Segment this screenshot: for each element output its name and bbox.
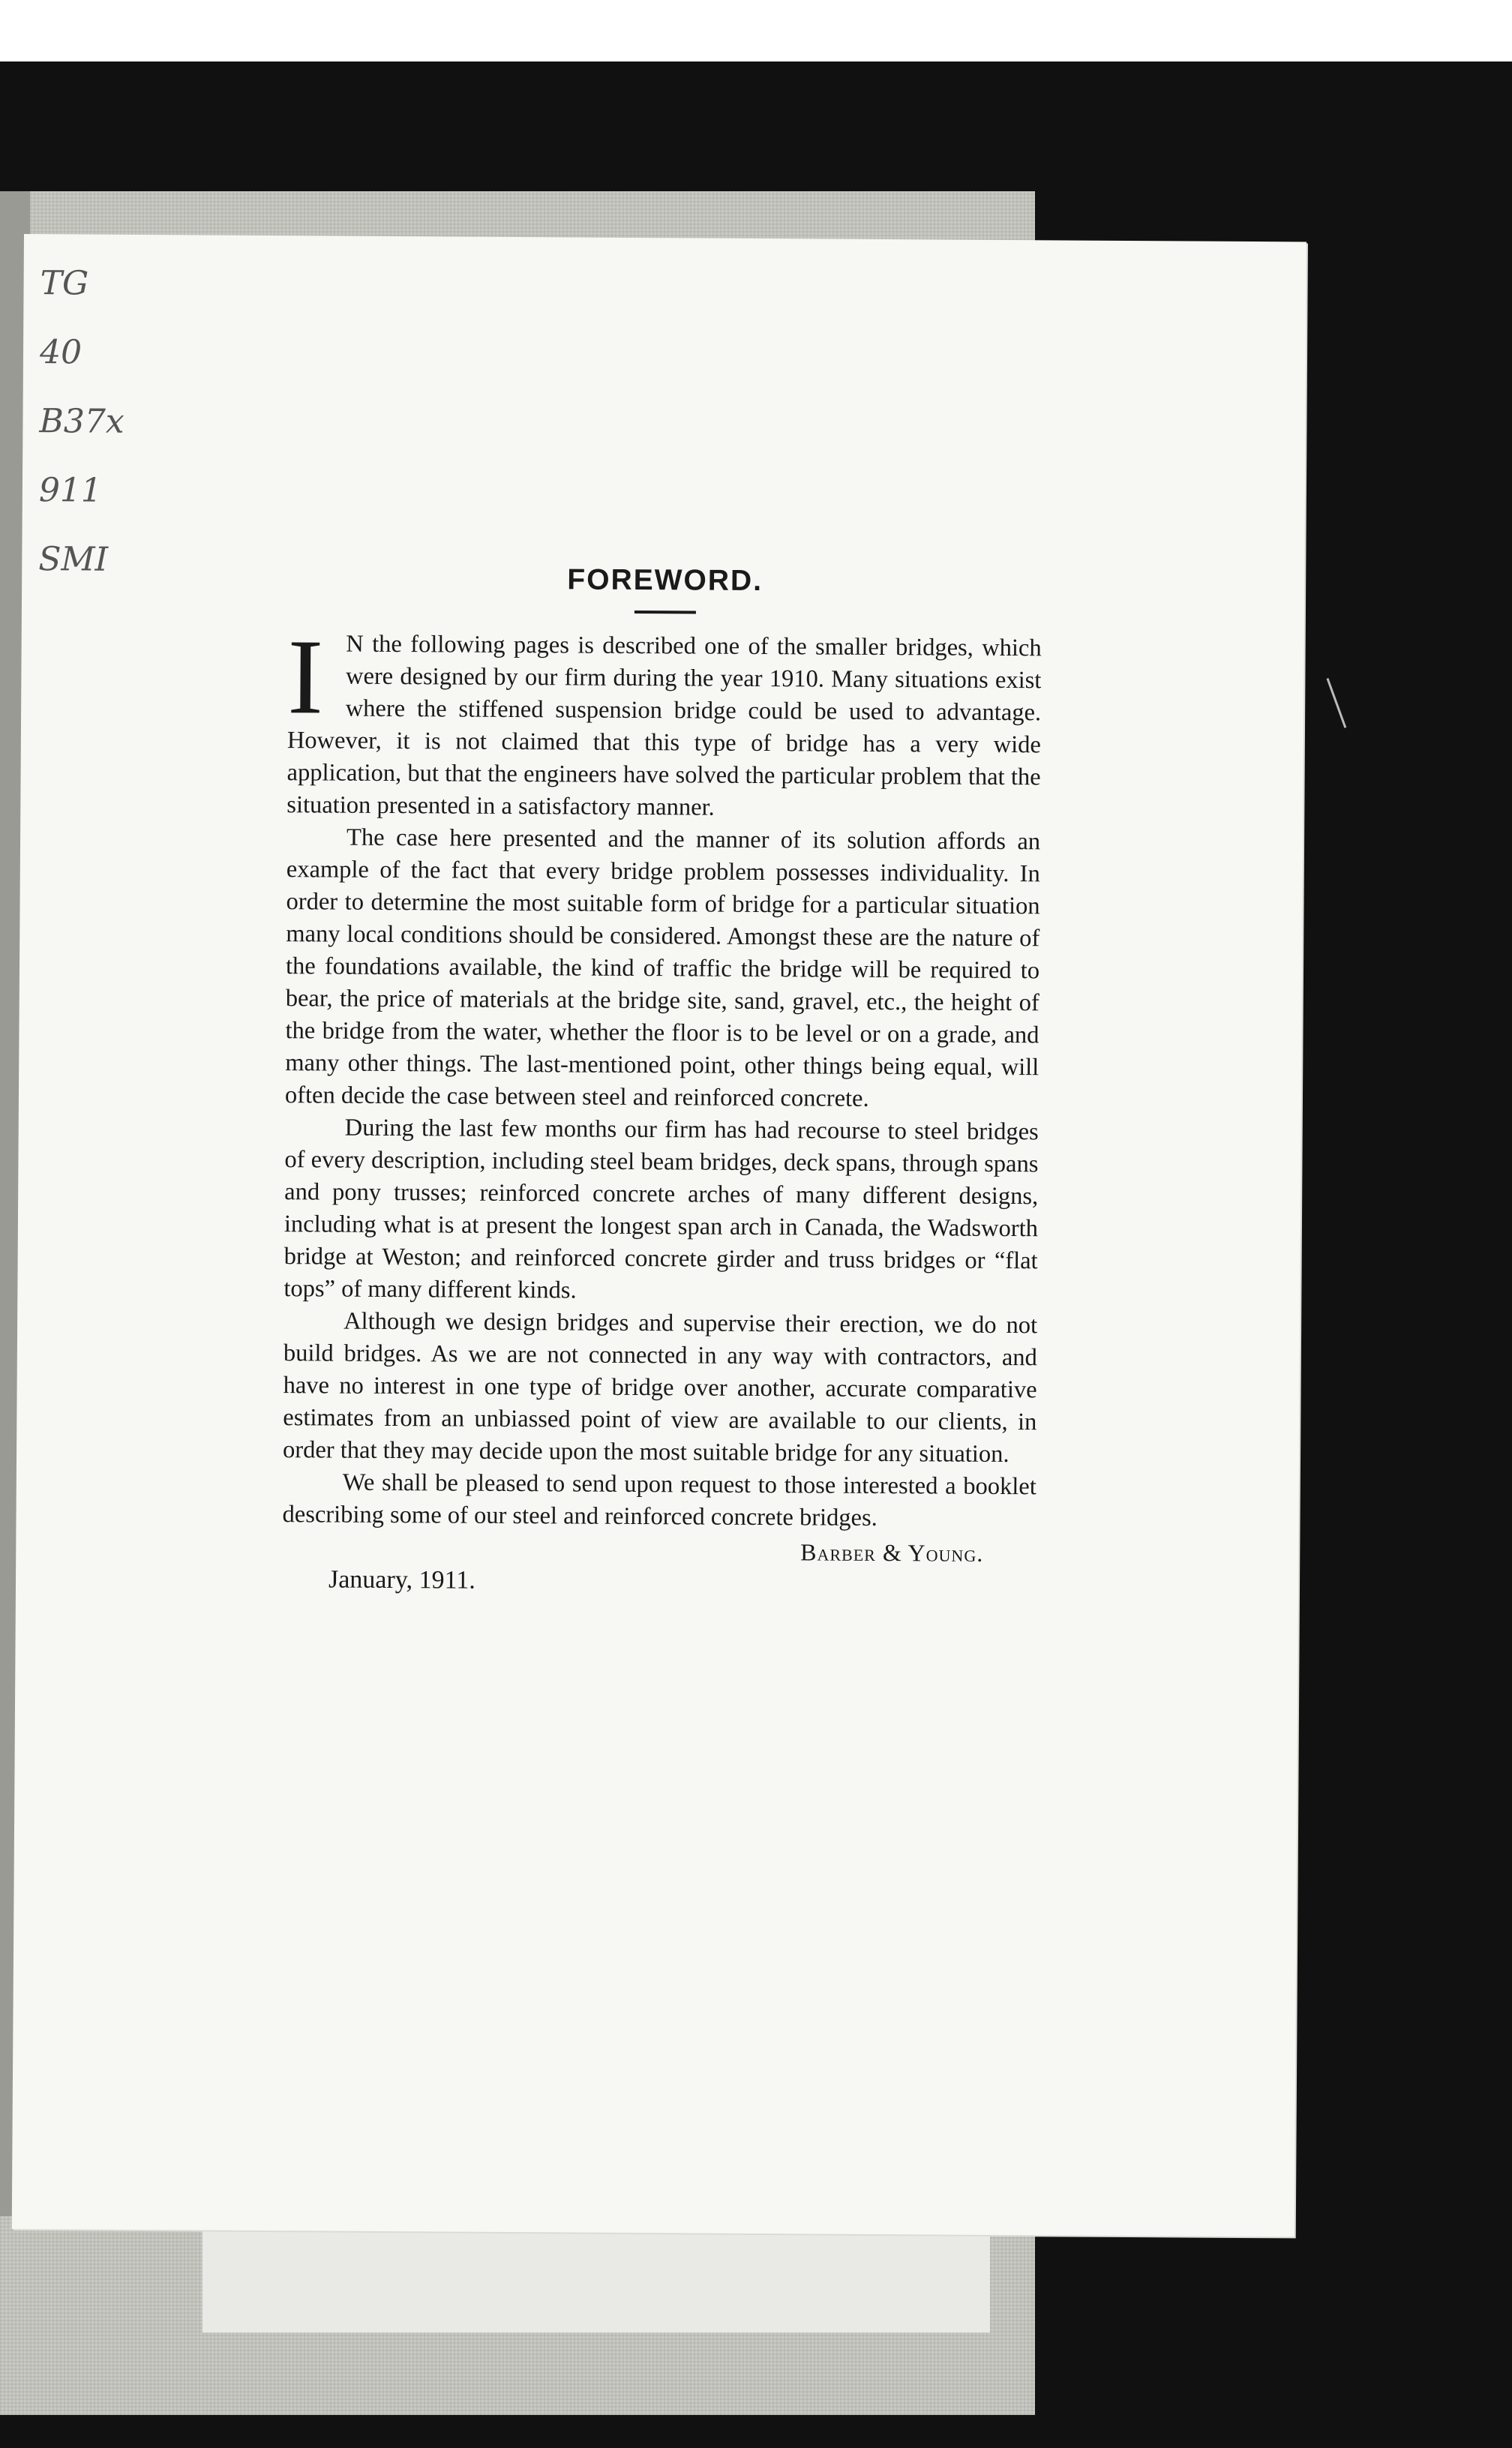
paragraph-2: The case here presented and the manner of its solution affords an example of the fact that every bridge problem possesses individuality. In order to determine the most suitable form of bridge for a particular situation many local conditions should be considered. Amongst these are the nature of the foundations available, the kind of traffic the bridge will be required to bear, the price of materials at the bridge site, sand, gravel, etc., the height of the bridge from the water, whether the floor is to be level or on a grade, and many other things. The last-mentioned point, other things being equal, will often decide the case between steel and reinforced concrete.: [284, 824, 1041, 1112]
signature: Barber & Young.: [800, 1538, 984, 1567]
paragraph-4: Although we design bridges and supervise their erection, we do not build bridges. As we are not connected in any way with contractors, and have no interest in one type of bridge over another, accurate comparative estimates from an unbiassed point of view are available to our clients, in order that they may decide upon the most suitable bridge for any situation.: [282, 1307, 1038, 1468]
call-number-line: B37x: [39, 402, 124, 441]
document-page: [12, 234, 1306, 2236]
title-rule: [634, 610, 695, 614]
back-leaf-edge: [202, 2220, 990, 2332]
call-number-line: TG: [40, 264, 89, 303]
scan-corner-mark: l: [98, 150, 107, 184]
call-number-line: 40: [39, 333, 82, 372]
paragraph-5: We shall be pleased to send upon request to those interested a booklet describing some of our steel and reinforced concrete bridges.: [282, 1468, 1036, 1532]
call-number-line: SMI: [38, 540, 109, 579]
page-title: FOREWORD.: [567, 563, 764, 598]
date: January, 1911.: [328, 1565, 476, 1594]
paragraph-3: During the last few months our firm has had recourse to steel bridges of every description, including steel beam bridges, deck spans, through spans and pony trusses; reinforced concrete arches of many different designs, including what is at present the longest span arch in Canada, the Wadsworth bridge at Weston; and reinforced concrete girder and truss bridges or “flat tops” of many different kinds.: [284, 1114, 1039, 1304]
handwritten-call-number: [38, 249, 176, 595]
signature-block: [282, 1535, 1036, 1604]
drop-cap: I: [286, 617, 324, 736]
foreword-section: [282, 562, 1042, 1604]
paragraph-1-text: N the following pages is described one of the smaller bridges, which were designed by our firm during the year 1910. Many situations exist where the stiffened suspension bridge could be used to advantage. However, it is not claimed that this type of bridge has a very wide application, but that the engineers have solved the particular problem that the situation presented in a satisfactory manner.: [286, 630, 1042, 821]
scan-top-band: [0, 0, 1512, 62]
paragraph-1: [286, 617, 1042, 826]
call-number-line: 911: [38, 471, 103, 510]
